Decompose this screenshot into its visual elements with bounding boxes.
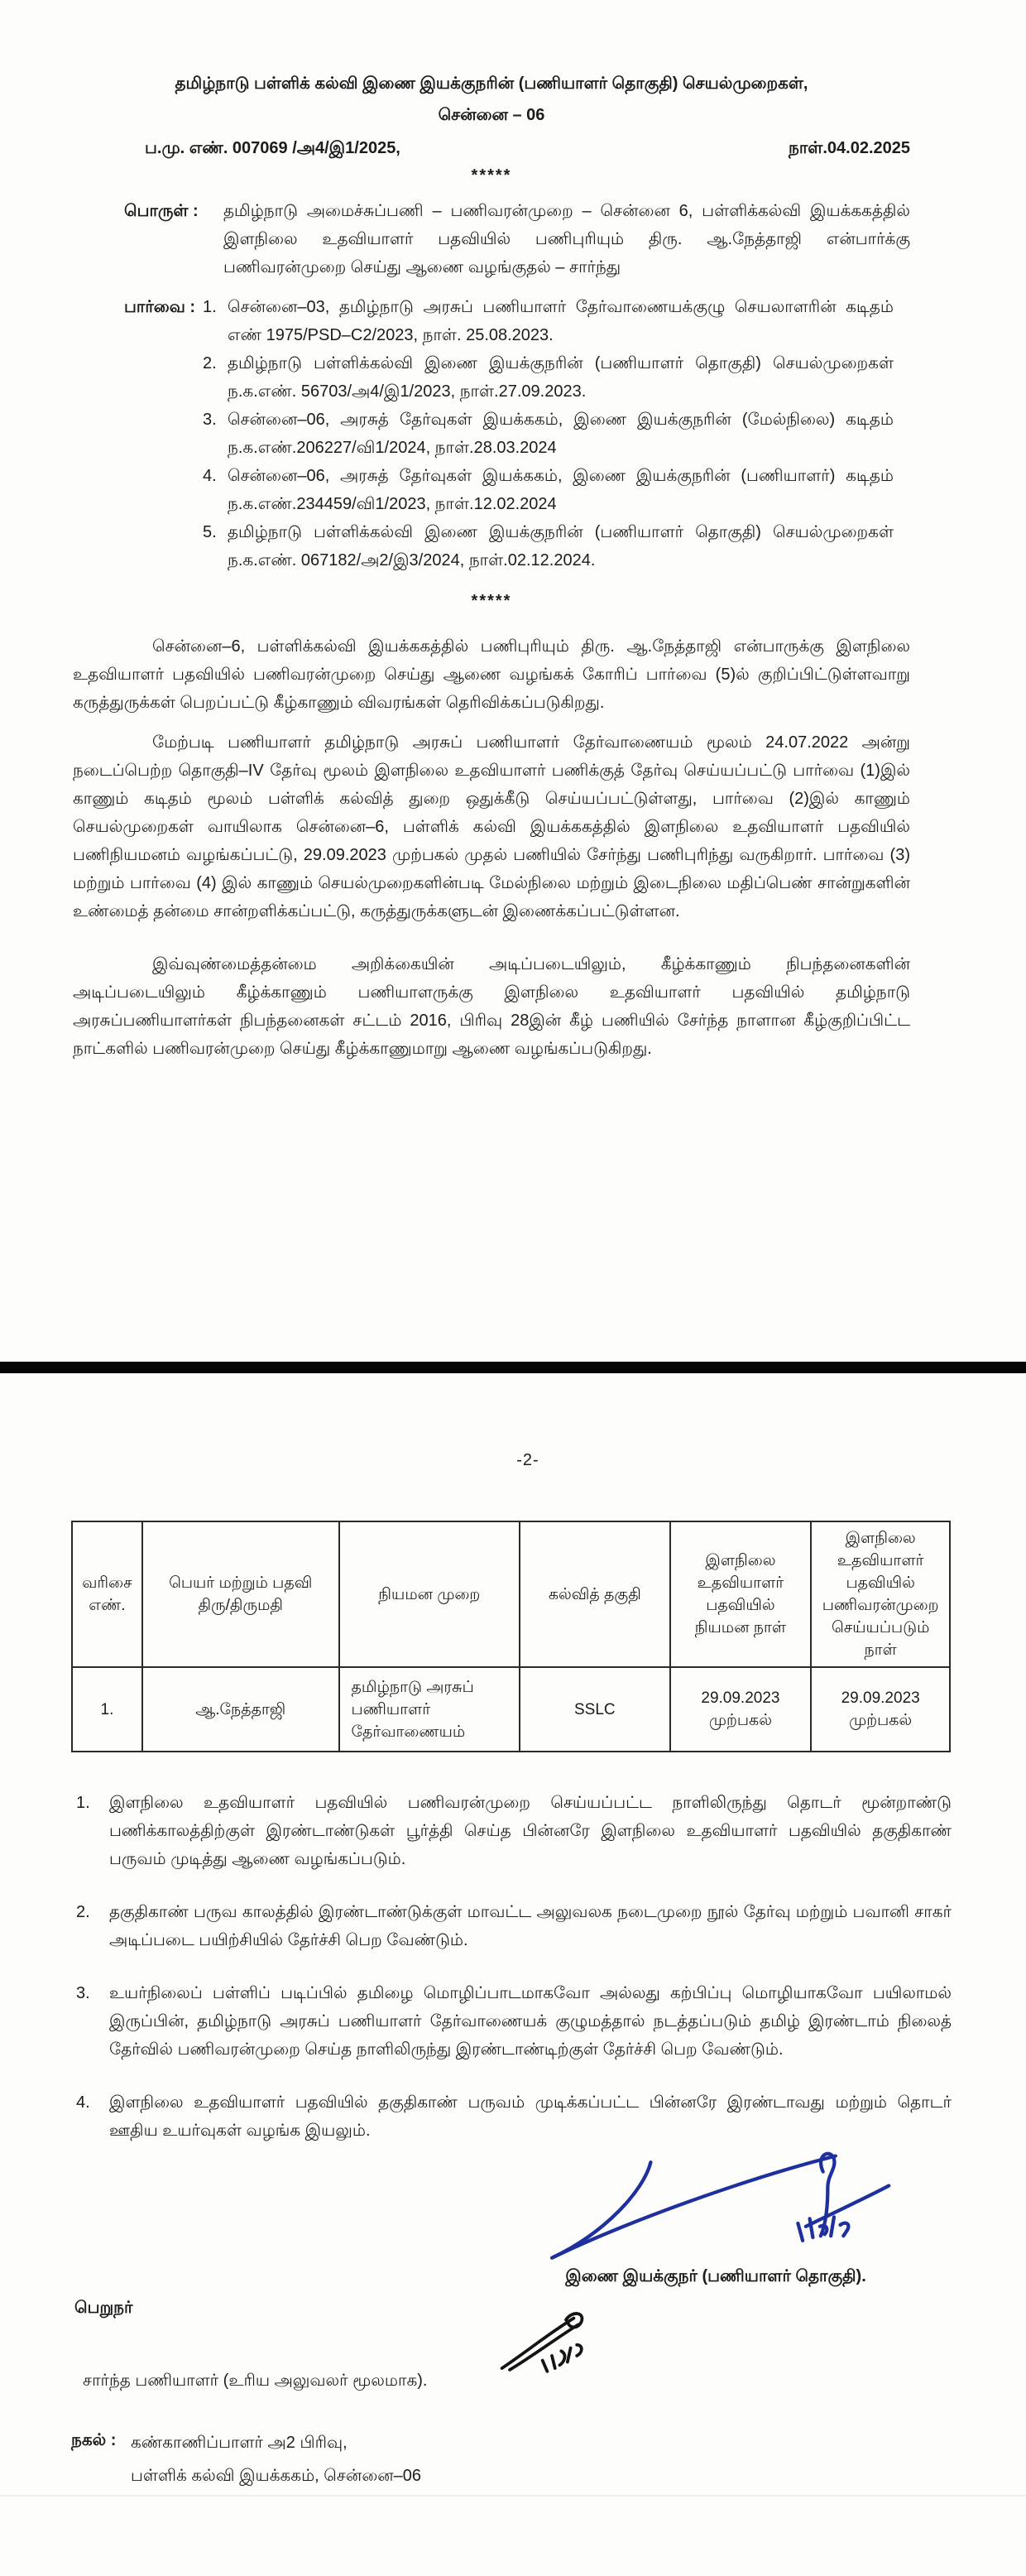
document-title: தமிழ்நாடு பள்ளிக் கல்வி இணை இயக்குநரின் (பணியாளர் தொகுதி) செயல்முறைகள், (175, 74, 808, 93)
copy-line-2: பள்ளிக் கல்வி இயக்ககம், சென்னை–06 (131, 2467, 422, 2485)
reference-text: சென்னை–06, அரசுத் தேர்வுகள் இயக்ககம், இணை இயக்குநரின் (பணியாளர்) கடிதம் ந.க.எண்.234459/வி1/2023, நாள்.12.02.2024 (228, 467, 894, 513)
reference-item (203, 406, 910, 462)
page-bottom-edge (0, 2495, 1026, 2497)
condition-text: உயர்நிலைப் பள்ளிப் படிப்பில் தமிழை மொழிப்பாடமாகவோ அல்லது கற்பிப்பு மொழியாகவோ பயிலாமல் இருப்பின், தமிழ்நாடு அரசுப் பணியாளர் தேர்வாணையக் குழுமத்தால் நடத்தப்படும் தமிழ் இரண்டாம் நிலைத் தேர்வில் பணிவரன்முறை செய்த நாளிலிருந்து இரண்டாண்டிற்குள் தேர்ச்சி பெற வேண்டும். (109, 1984, 952, 2059)
subject-text: தமிழ்நாடு அமைச்சுப்பணி – பணிவரன்முறை – சென்னை 6, பள்ளிக்கல்வி இயக்ககத்தில் இளநிலை உதவியாளர் பதவியில் பணிபுரியும் திரு. ஆ.நேத்தாஜி என்பார்க்கு பணிவரன்முறை செய்து ஆணை வழங்குதல் – சார்ந்து (223, 202, 910, 276)
initials-signature-ink (497, 2309, 606, 2373)
condition-item (71, 1789, 952, 1873)
reference-item (203, 462, 910, 518)
condition-text: இளநிலை உதவியாளர் பதவியில் தகுதிகாண் பருவம் முடிக்கப்பட்ட பின்னரே இரண்டாவது மற்றும் தொடர் ஊதிய உயர்வுகள் வழங்க இயலும். (109, 2093, 952, 2140)
table-row (72, 1667, 950, 1752)
page-break-bar (0, 1362, 1026, 1373)
cell-qualification: SSLC (520, 1667, 669, 1752)
condition-text: தகுதிகாண் பருவ காலத்தில் இரண்டாண்டுக்குள் மாவட்ட அலுவலக நடைமுறை நூல் தேர்வு மற்றும் பவானி சாகர் அடிப்படை பயிற்சியில் தேர்ச்சி பெற வேண்டும். (109, 1903, 952, 1949)
condition-number: 3. (76, 1984, 90, 2002)
condition-item (71, 2088, 952, 2145)
subject-label: பொருள் : (124, 202, 199, 220)
copy-lines (131, 2426, 421, 2492)
table-header-row (72, 1521, 950, 1667)
closing-block (71, 2294, 952, 2492)
condition-text: இளநிலை உதவியாளர் பதவியில் பணிவரன்முறை செய்யப்பட்ட நாளிலிருந்து தொடர் மூன்றாண்டு பணிக்காலத்திற்குள் இரண்டாண்டுகள் பூர்த்தி செய்த பின்னரே இளநிலை உதவியாளர் பதவியில் தகுதிகாண் பருவம் முடித்து ஆணை வழங்கப்படும். (109, 1794, 952, 1868)
condition-number: 4. (76, 2093, 90, 2112)
references-list (203, 293, 910, 574)
condition-item (71, 1979, 952, 2064)
recipient-text: சார்ந்த பணியாளர் (உரிய அலுவலர் மூலமாக). (83, 2372, 428, 2390)
signatory-designation: இணை இயக்குநர் (பணியாளர் தொகுதி). (565, 2267, 866, 2285)
reference-text: தமிழ்நாடு பள்ளிக்கல்வி இணை இயக்குநரின் (பணியாளர் தொகுதி) செயல்முறைகள் ந.க.எண். 067182/அ2/இ3/2024, நாள்.02.12.2024. (228, 523, 894, 570)
signature-block (521, 2150, 910, 2290)
recipient-label: பெறுநர் (74, 2299, 133, 2317)
separator-stars: ***** (471, 166, 512, 185)
paragraph-1: சென்னை–6, பள்ளிக்கல்வி இயக்ககத்தில் பணிபுரியும் திரு. ஆ.நேத்தாஜி என்பாருக்கு இளநிலை உதவியாளர் பதவியில் பணிவரன்முறை செய்து ஆணை வழங்கக் கோரிப் பார்வை (5)ல் குறிப்பிட்டுள்ளவாறு கருத்துருக்கள் பெறப்பட்டு கீழ்காணும் விவரங்கள் தெரிவிக்கப்படுகிறது. (73, 637, 911, 712)
reference-text: சென்னை–06, அரசுத் தேர்வுகள் இயக்ககம், இணை இயக்குநரின் (மேல்நிலை) கடிதம் ந.க.எண்.206227/வி1/2024, நாள்.28.03.2024 (228, 411, 894, 457)
reference-item (203, 349, 910, 406)
regularization-table (71, 1521, 951, 1752)
page-2 (0, 1373, 1026, 2576)
cell-serial-no: 1. (72, 1667, 142, 1752)
copy-label: நகல் : (71, 2431, 117, 2449)
col-name-designation: பெயர் மற்றும் பதவி திரு/திருமதி (142, 1521, 339, 1667)
joint-director-signature-ink (530, 2150, 902, 2267)
paragraph-2: மேற்படி பணியாளர் தமிழ்நாடு அரசுப் பணியாளர் தேர்வாணையம் மூலம் 24.07.2022 அன்று நடைப்பெற்ற தொகுதி–IV தேர்வு மூலம் இளநிலை உதவியாளர் பணிக்குத் தேர்வு செய்யப்பட்டு பார்வை (1)இல் காணும் கடிதம் மூலம் பள்ளிக் கல்வித் துறை ஒதுக்கீடு செய்யப்பட்டுள்ளது, பார்வை (2)இல் காணும் செயல்முறைகள் வாயிலாக சென்னை–6, பள்ளிக் கல்வி இயக்ககத்தில் இளநிலை உதவியாளர் பதவியில் பணிநியமனம் வழங்கப்பட்டு, 29.09.2023 முற்பகல் முதல் பணியில் சேர்ந்து பணிபுரிந்து வருகிறார். பார்வை (3) மற்றும் பார்வை (4) இல் காணும் செயல்முறைகளின்படி மேல்நிலை மற்றும் இடைநிலை மதிப்பெண் சான்றுகளின் உண்மைத் தன்மை சான்றளிக்கப்பட்டு, கருத்துருக்களுடன் இணைக்கப்பட்டுள்ளன. (73, 733, 910, 920)
document-date: நாள்.04.02.2025 (789, 139, 910, 157)
cell-appointment-method: தமிழ்நாடு அரசுப் பணியாளர் தேர்வாணையம் (339, 1667, 520, 1752)
reference-text: தமிழ்நாடு பள்ளிக்கல்வி இணை இயக்குநரின் (பணியாளர் தொகுதி) செயல்முறைகள் ந.க.எண். 56703/அ4/இ1/2023, நாள்.27.09.2023. (228, 354, 894, 401)
col-regularization-date: இளநிலை உதவியாளர் பதவியில் பணிவரன்முறை செய்யப்படும் நாள் (811, 1521, 950, 1667)
condition-number: 2. (76, 1903, 90, 1921)
reference-item (203, 518, 910, 574)
conditions-list (71, 1789, 952, 2145)
references-label: பார்வை : (124, 298, 196, 316)
paragraph-3: இவ்வுண்மைத்தன்மை அறிக்கையின் அடிப்படையிலும், கீழ்க்காணும் நிபந்தனைகளின் அடிப்படையிலும் கீழ்க்காணும் பணியாளருக்கு இளநிலை உதவியாளர் பதவியில் தமிழ்நாடு அரசுப்பணியாளர்கள் நிபந்தனைகள் சட்டம் 2016, பிரிவு 28இன் கீழ் பணியில் சேர்ந்த நாளான கீழ்குறிப்பிட்ட நாட்களில் பணிவரன்முறை செய்து கீழ்க்காணுமாறு ஆணை வழங்கப்படுகிறது. (73, 955, 910, 1058)
document-title-city: சென்னை – 06 (438, 106, 545, 124)
cell-name: ஆ.நேத்தாஜி (142, 1667, 339, 1752)
separator-stars: ***** (471, 592, 512, 610)
reference-number: 1. (203, 298, 217, 316)
reference-text: சென்னை–03, தமிழ்நாடு அரசுப் பணியாளர் தேர்வாணையக்குழு செயலாளரின் கடிதம் எண் 1975/PSD–C2/2023, நாள். 25.08.2023. (228, 298, 894, 344)
references-block (124, 293, 910, 574)
file-number: ப.மு. எண். 007069 /அ4/இ1/2025, (145, 139, 400, 157)
copy-block (71, 2426, 952, 2492)
col-education-qualification: கல்வித் தகுதி (520, 1521, 669, 1667)
cell-regularization-date: 29.09.2023 முற்பகல் (811, 1667, 950, 1752)
col-appointment-method: நியமன முறை (339, 1521, 520, 1667)
col-appointment-date: இளநிலை உதவியாளர் பதவியில் நியமன நாள் (670, 1521, 812, 1667)
condition-number: 1. (76, 1794, 90, 1812)
condition-item (71, 1898, 952, 1954)
page-number: -2- (516, 1451, 539, 1469)
reference-number: 4. (203, 467, 217, 485)
reference-number: 2. (203, 354, 217, 372)
cell-appointment-date: 29.09.2023 முற்பகல் (670, 1667, 812, 1752)
subject-block (124, 197, 910, 281)
reference-line (145, 134, 910, 162)
reference-number: 3. (203, 411, 217, 429)
reference-item (203, 293, 910, 349)
reference-number: 5. (203, 523, 217, 541)
col-serial-no: வரிசை எண். (72, 1521, 142, 1667)
copy-line-1: கண்காணிப்பாளர் அ2 பிரிவு, (131, 2434, 348, 2452)
